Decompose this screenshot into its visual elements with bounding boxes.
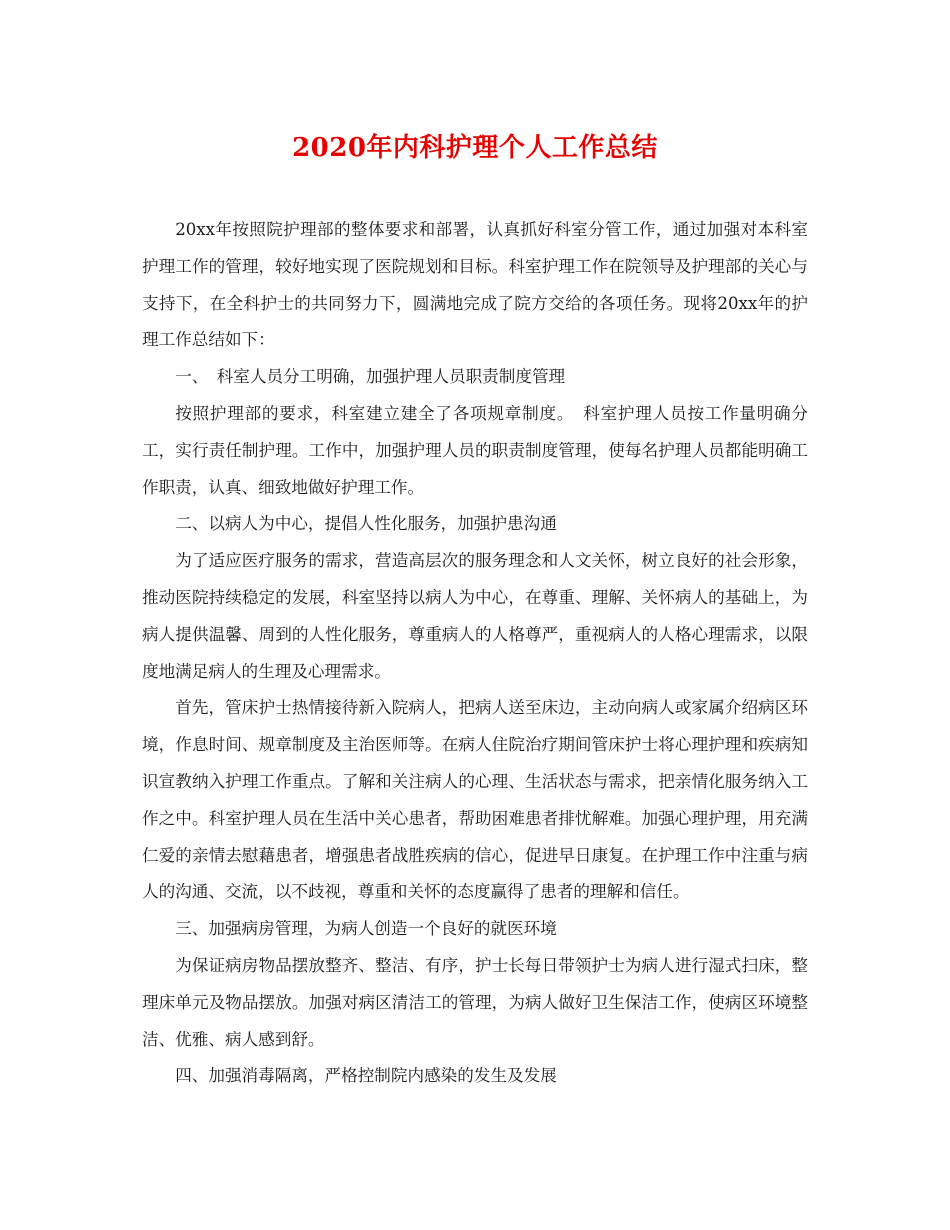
paragraph-intro: 20xx年按照院护理部的整体要求和部署，认真抓好科室分管工作，通过加强对本科室护理工作的管理，较好地实现了医院规划和目标。科室护理工作在院领导及护理部的关心与支持下，在全科护士的共同努力下，圆满地完成了院方交给的各项任务。现将20xx年的护理工作总结如下： [142, 220, 808, 350]
section-heading-1: 一、 科室人员分工明确，加强护理人员职责制度管理 [175, 367, 566, 387]
document-title: 2020年内科护理个人工作总结 [292, 133, 658, 163]
section-heading-2: 二、以病人为中心，提倡人性化服务，加强护患沟通 [175, 514, 557, 534]
section-heading-3: 三、加强病房管理，为病人创造一个良好的就医环境 [175, 919, 557, 939]
section-heading-4: 四、加强消毒隔离，严格控制院内感染的发生及发展 [175, 1066, 557, 1086]
paragraph: 按照护理部的要求，科室建立建全了各项规章制度。 科室护理人员按工作量明确分工，实行责任制护理。工作中，加强护理人员的职责制度管理，使每名护理人员都能明确工作职责，认真、细致地做好护理工作。 [142, 403, 808, 497]
document-body [142, 212, 808, 1095]
paragraph: 为保证病房物品摆放整齐、整洁、有序，护士长每日带领护士为病人进行湿式扫床，整理床单元及物品摆放。加强对病区清洁工的管理，为病人做好卫生保洁工作，使病区环境整洁、优雅、病人感到舒。 [142, 955, 808, 1049]
paragraph: 为了适应医疗服务的需求，营造高层次的服务理念和人文关怀，树立良好的社会形象，推动医院持续稳定的发展，科室坚持以病人为中心，在尊重、理解、关怀病人的基础上，为病人提供温馨、周到的人性化服务，尊重病人的人格尊严，重视病人的人格心理需求，以限度地满足病人的生理及心理需求。 [142, 551, 808, 681]
paragraph: 首先，管床护士热情接待新入院病人，把病人送至床边，主动向病人或家属介绍病区环境，作息时间、规章制度及主治医师等。在病人住院治疗期间管床护士将心理护理和疾病知识宣教纳入护理工作重点。了解和关注病人的心理、生活状态与需求，把亲情化服务纳入工作之中。科室护理人员在生活中关心患者，帮助困难患者排忧解难。加强心理护理，用充满仁爱的亲情去慰藉患者，增强患者战胜疾病的信心，促进早日康复。在护理工作中注重与病人的沟通、交流，以不歧视，尊重和关怀的态度赢得了患者的理解和信任。 [142, 698, 808, 902]
